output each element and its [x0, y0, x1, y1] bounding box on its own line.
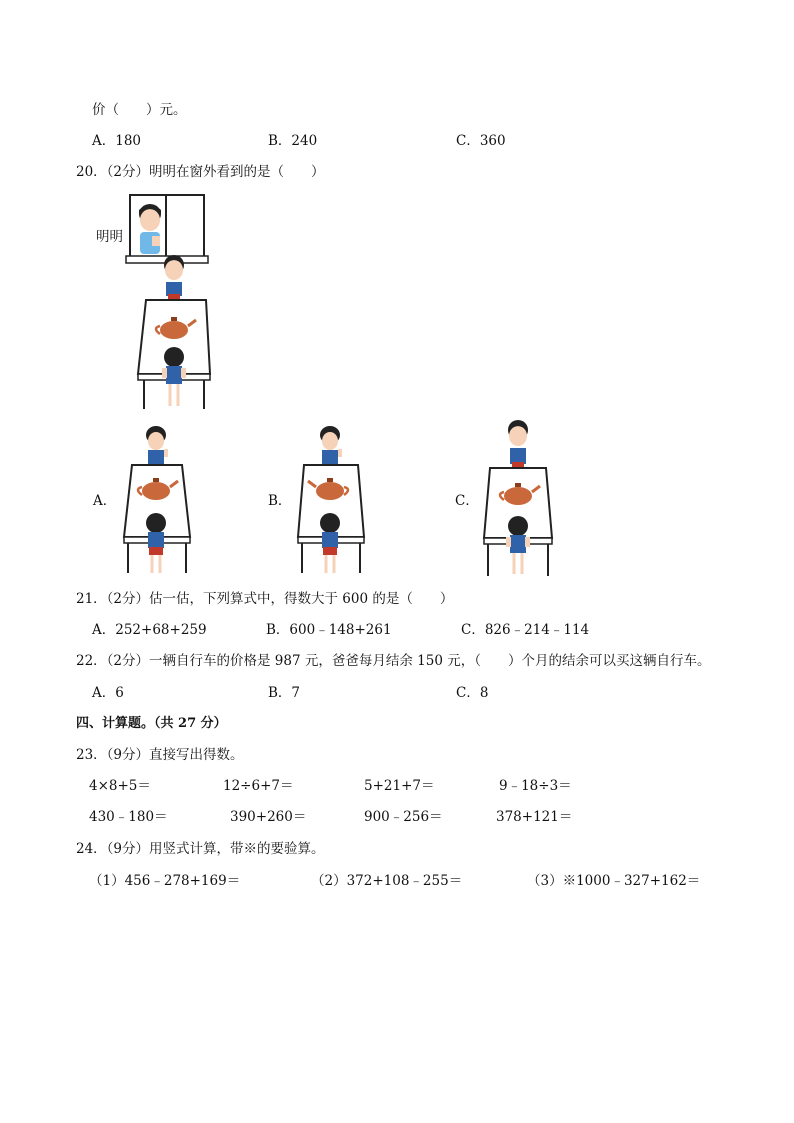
q24-stem: 24．（9分）用竖式计算，带※的要验算。 [76, 841, 325, 857]
q20-window-label: 明明 [96, 229, 123, 245]
q21-option-a[interactable]: A．252+68+259 [92, 622, 207, 638]
q23-item: 12÷6+7＝ [223, 778, 294, 794]
q20-option-c[interactable]: C． [455, 493, 479, 509]
q20-option-a[interactable]: A． [93, 493, 117, 509]
q20-option-b-illustration[interactable] [292, 425, 370, 577]
q23-item: 4×8+5＝ [89, 778, 151, 794]
q21-stem: 21．（2分）估一估，下列算式中，得数大于 600 的是（ ） [76, 591, 454, 607]
q22-option-b[interactable]: B．7 [268, 685, 301, 701]
q24-item: （3）※1000﹣327+162＝ [527, 873, 701, 889]
q20-option-c-illustration[interactable] [480, 418, 558, 578]
q24-item: （2）372+108﹣255＝ [311, 873, 463, 889]
q23-item: 390+260＝ [230, 809, 307, 825]
q20-stem: 20．（2分）明明在窗外看到的是（ ） [76, 164, 325, 180]
section-4-title: 四、计算题。（共 27 分） [76, 716, 227, 731]
q19-option-b[interactable]: B．240 [268, 133, 318, 149]
q20-option-a-illustration[interactable] [118, 425, 196, 577]
q22-option-c[interactable]: C．8 [456, 685, 489, 701]
q23-item: 378+121＝ [496, 809, 573, 825]
q19-option-c[interactable]: C．360 [456, 133, 506, 149]
q22-option-a[interactable]: A．6 [92, 685, 124, 701]
q22-stem: 22．（2分）一辆自行车的价格是 987 元，爸爸每月结余 150 元，（ ）个月的结余可以买这辆自行车。 [76, 653, 711, 669]
q21-option-b[interactable]: B．600﹣148+261 [266, 622, 392, 638]
q23-item: 430﹣180＝ [89, 809, 168, 825]
q23-stem: 23．（9分）直接写出得数。 [76, 747, 244, 763]
q19-option-a[interactable]: A．180 [92, 133, 142, 149]
q23-item: 9﹣18÷3＝ [499, 778, 572, 794]
q23-item: 900﹣256＝ [364, 809, 443, 825]
q21-option-c[interactable]: C．826﹣214﹣114 [461, 622, 590, 638]
q23-item: 5+21+7＝ [364, 778, 435, 794]
q19-stem-tail: 价（ ）元。 [92, 102, 187, 118]
q20-option-b[interactable]: B． [268, 493, 292, 509]
q24-item: （1）456﹣278+169＝ [89, 873, 241, 889]
